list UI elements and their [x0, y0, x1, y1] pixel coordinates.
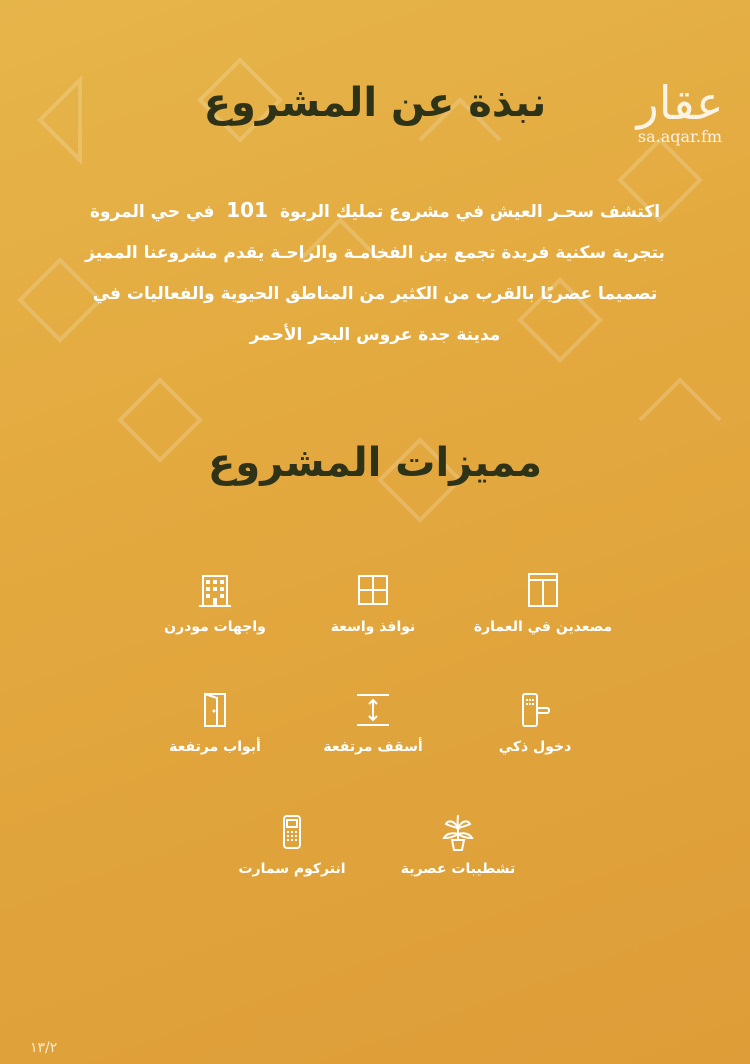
feature-elevators — [458, 570, 628, 636]
about-text — [70, 190, 680, 356]
building-icon — [195, 570, 235, 610]
elevator-icon — [523, 570, 563, 610]
feature-label: أسقف مرتفعة — [323, 739, 423, 755]
feature-label: مصعدين في العمارة — [473, 619, 613, 635]
feature-label: نوافذ واسعة — [330, 619, 416, 635]
feature-modern-finishing — [373, 812, 543, 878]
smart-lock-icon — [515, 690, 555, 730]
project-number: 101 — [226, 198, 269, 222]
feature-high-ceilings — [288, 690, 458, 756]
feature-label: واجهات مودرن — [164, 619, 266, 635]
about-title: نبذة عن المشروع — [203, 80, 547, 126]
feature-label: انتركوم سمارت — [238, 861, 346, 877]
ceiling-height-icon — [353, 690, 393, 730]
watermark-logo: عقار — [636, 76, 724, 130]
feature-windows — [288, 570, 458, 636]
feature-label: أبواب مرتفعة — [169, 739, 261, 755]
about-text-start: اكتشف سحـر العيش في مشروع تمليك الربوة — [279, 202, 661, 222]
page-number: ١٣/٢ — [30, 1040, 58, 1056]
window-icon — [353, 570, 393, 610]
plant-icon — [438, 812, 478, 852]
feature-label: دخول ذكي — [498, 739, 572, 755]
watermark-url: sa.aqar.fm — [637, 127, 723, 146]
feature-facades — [130, 570, 300, 636]
feature-smart-entry — [450, 690, 620, 756]
features-title: مميزات المشروع — [208, 440, 542, 486]
feature-smart-intercom — [207, 812, 377, 878]
door-icon — [195, 690, 235, 730]
feature-label: تشطيبات عصرية — [400, 861, 516, 877]
intercom-icon — [272, 812, 312, 852]
feature-high-doors — [130, 690, 300, 756]
about-text-end: في حي المروة بتجربة سكنية فريدة تجمع بين الفخامـة والراحـة يقدم مشروعنا المميز تصميما عصريًا بالقرب من الكثير من المناطق الحيوية والفعاليات في مدينة جدة عروس البحر الأحمر — [85, 202, 665, 345]
